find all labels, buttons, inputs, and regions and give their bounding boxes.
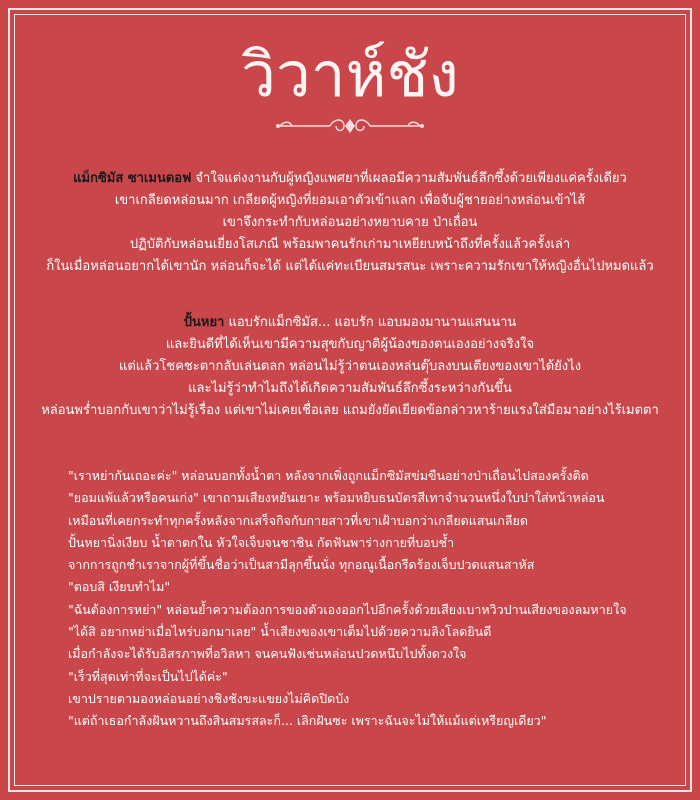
synopsis-line: และยินดีที่ได้เห็นเขามีความสุขกับญาติผู้น้องของตนเองอย่างจริงใจ	[165, 337, 535, 352]
dialog-line: "เราหย่ากันเถอะค่ะ" หล่อนบอกทั้งน้ำตา หลังจากเพิ่งถูกแม็กซิมัสข่มขืนอย่างป่าเถื่อนไปสองครั้งติด	[68, 468, 589, 483]
dialog-line: ปั้นหยานิ่งเงียบ น้ำตาตกใน หัวใจเจ็บจนชาชิน กัดฟันพาร่างกายที่บอบช้ำ	[68, 534, 455, 550]
synopsis-line: แม็กซิมัส ซาเมนดอฟ จำใจแต่งงานกับผู้หญิงแพศยาที่เผลอมีความสัมพันธ์ลึกซึ้งด้วยเพียงแค่ครั้งเดียว	[73, 171, 627, 186]
synopsis-line: หล่อนพร่ำบอกกับเขาว่าไม่รู้เรื่อง แต่เขาไม่เคยเชื่อเลย แถมยังยัดเยียดข้อกล่าวหาร้ายแรงใส่มือมาอย่างไร้เมตตา	[41, 403, 659, 418]
dialog-line: "ได้สิ อยากหย่าเมื่อไหร่บอกมาเลย" น้ำเสียงของเขาเต็มไปด้วยความลิงโลดยินดี	[68, 624, 492, 640]
dialog-line: เมื่อกำลังจะได้รับอิสรภาพที่อวิลหา จนคนฟังเช่นหล่อนปวดหนึบไปทั้งดวงใจ	[68, 646, 467, 662]
flourish-divider-icon	[270, 113, 430, 139]
synopsis-panya	[40, 312, 660, 422]
synopsis-line: ก็ในเมื่อหล่อนอยากได้เขานัก หล่อนก็จะได้ แต่ได้แค่ทะเบียนสมรสนะ เพราะความรักเขาให้หญิงอื่นไปหมดแล้ว	[46, 259, 654, 274]
character-name: แม็กซิมัส ซาเมนดอฟ	[73, 171, 192, 186]
dialog-line: "ยอมแพ้แล้วหรือคนเก่ง" เขาถามเสียงหยันเยาะ พร้อมหยิบธนบัตรสีเทาจำนวนหนึ่งใบปาใส่หน้าหล่อน	[68, 490, 605, 506]
dialog-line: "เร็วที่สุดเท่าที่จะเป็นไปได้ค่ะ"	[68, 668, 228, 684]
dialog-line: "แต่ถ้าเธอกำลังฝันหวานถึงสินสมรสละก็... เลิกฝันซะ เพราะฉันจะไม่ให้แม้แต่เหรียญเดียว"	[68, 713, 547, 729]
synopsis-line: ปั้นหยา แอบรักแม็กซิมัส... แอบรัก แอบมองมานานแสนนาน	[183, 315, 517, 330]
synopsis-line: เขาเกลียดหล่อนมาก เกลียดผู้หญิงที่ยอมเอาตัวเข้าแลก เพื่อจับผู้ชายอย่างหล่อนเข้าไส้	[114, 193, 586, 208]
synopsis-maximus	[40, 168, 660, 278]
page-title: วิวาห์ชัง	[241, 38, 459, 111]
synopsis-line: ปฏิบัติกับหล่อนเยี่ยงโสเภณี พร้อมพาคนรักเก่ามาเหยียบหน้าถึงที่ครั้งแล้วครั้งเล่า	[129, 237, 571, 252]
dialog-line: "ฉันต้องการหย่า" หล่อนย้ำความต้องการของตัวเองออกไปอีกครั้งด้วยเสียงเบาหวิวปานเสียงของลมหายใจ	[68, 601, 627, 617]
dialog-line: "ตอบสิ เงียบทำไม"	[68, 579, 171, 595]
dialog-line: เขาปรายตามองหล่อนอย่างชิงชังขะแขยงไม่คิดปิดบัง	[68, 690, 350, 706]
synopsis-line: แต่แล้วโชคชะตากลับเล่นตลก หล่อนไม่รู้ว่าตนเองหล่นตุ๊บลงบนเตียงของเขาได้ยังไง	[118, 359, 582, 374]
dialog-line: เหมือนที่เคยกระทำทุกครั้งหลังจากเสร็จกิจกับกายสาวที่เขาเฝ้าบอกว่าเกลียดแสนเกลียด	[68, 512, 528, 528]
dialog-line: จากการถูกชำเราจากผู้ที่ขึ้นชื่อว่าเป็นสามีลุกขึ้นนั่ง ทุกอณูเนื้อกรีดร้องเจ็บปวดแสนสาหัส	[68, 557, 535, 573]
character-name: ปั้นหยา	[183, 315, 225, 330]
synopsis-line: เขาจึงกระทำกับหล่อนอย่างหยาบคาย ป่าเถื่อน	[222, 215, 478, 230]
synopsis-line: และไม่รู้ว่าทำไมถึงได้เกิดความสัมพันธ์ลึกซึ้งระหว่างกันขึ้น	[188, 381, 512, 396]
dialog-excerpt	[68, 465, 668, 733]
